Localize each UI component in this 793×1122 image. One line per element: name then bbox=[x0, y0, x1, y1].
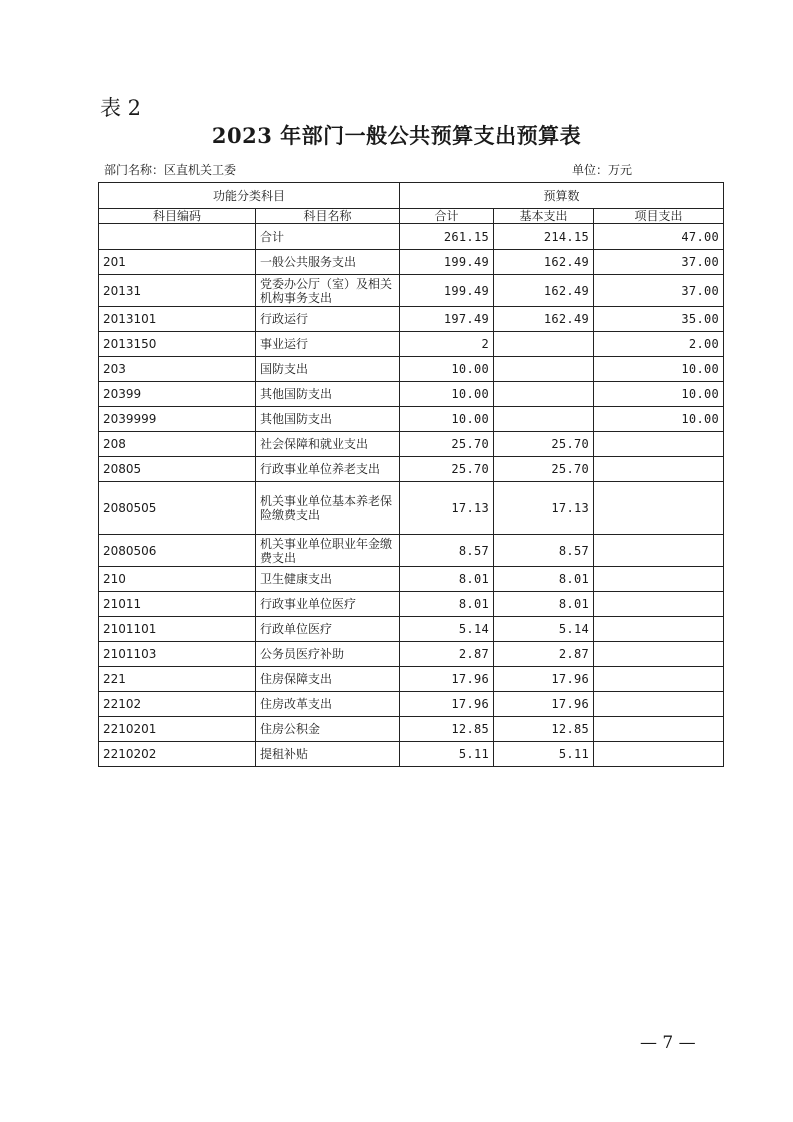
cell-basic: 5.14 bbox=[494, 617, 594, 642]
cell-code: 20399 bbox=[99, 382, 256, 407]
column-header-basic: 基本支出 bbox=[494, 209, 594, 224]
page-number: — 7 — bbox=[640, 1033, 696, 1053]
table-row bbox=[99, 535, 724, 567]
table-row bbox=[99, 382, 724, 407]
cell-basic: 162.49 bbox=[494, 307, 594, 332]
cell-basic: 8.57 bbox=[494, 535, 594, 567]
cell-total: 2.87 bbox=[400, 642, 494, 667]
cell-project bbox=[594, 717, 724, 742]
page-title: 2023 年部门一般公共预算支出预算表 bbox=[211, 123, 582, 148]
cell-code: 21011 bbox=[99, 592, 256, 617]
cell-basic: 5.11 bbox=[494, 742, 594, 767]
cell-total: 5.14 bbox=[400, 617, 494, 642]
cell-basic bbox=[494, 407, 594, 432]
cell-name: 行政运行 bbox=[256, 307, 400, 332]
cell-basic bbox=[494, 357, 594, 382]
cell-basic: 8.01 bbox=[494, 567, 594, 592]
cell-total: 17.13 bbox=[400, 482, 494, 535]
cell-total: 8.01 bbox=[400, 592, 494, 617]
cell-project bbox=[594, 642, 724, 667]
cell-code: 208 bbox=[99, 432, 256, 457]
cell-total: 8.57 bbox=[400, 535, 494, 567]
cell-project: 37.00 bbox=[594, 250, 724, 275]
table-row bbox=[99, 667, 724, 692]
cell-project bbox=[594, 692, 724, 717]
table-row bbox=[99, 692, 724, 717]
table-row bbox=[99, 432, 724, 457]
cell-project bbox=[594, 617, 724, 642]
cell-name: 合计 bbox=[256, 224, 400, 250]
cell-code: 221 bbox=[99, 667, 256, 692]
cell-project: 2.00 bbox=[594, 332, 724, 357]
cell-total: 261.15 bbox=[400, 224, 494, 250]
cell-name: 其他国防支出 bbox=[256, 382, 400, 407]
cell-code: 210 bbox=[99, 567, 256, 592]
table-row bbox=[99, 742, 724, 767]
table-row bbox=[99, 407, 724, 432]
cell-name: 其他国防支出 bbox=[256, 407, 400, 432]
cell-total: 10.00 bbox=[400, 357, 494, 382]
cell-basic: 12.85 bbox=[494, 717, 594, 742]
cell-total: 197.49 bbox=[400, 307, 494, 332]
cell-project: 10.00 bbox=[594, 407, 724, 432]
cell-basic: 8.01 bbox=[494, 592, 594, 617]
cell-code bbox=[99, 224, 256, 250]
cell-code: 2210202 bbox=[99, 742, 256, 767]
cell-basic: 162.49 bbox=[494, 275, 594, 307]
cell-project: 47.00 bbox=[594, 224, 724, 250]
cell-project: 37.00 bbox=[594, 275, 724, 307]
table-row bbox=[99, 332, 724, 357]
group-header-budget: 预算数 bbox=[400, 183, 724, 209]
cell-name: 公务员医疗补助 bbox=[256, 642, 400, 667]
cell-basic: 25.70 bbox=[494, 432, 594, 457]
department-name: 部门名称：区直机关工委 bbox=[104, 163, 237, 177]
cell-project bbox=[594, 742, 724, 767]
column-header-total: 合计 bbox=[400, 209, 494, 224]
cell-total: 12.85 bbox=[400, 717, 494, 742]
cell-total: 17.96 bbox=[400, 667, 494, 692]
cell-name: 机关事业单位基本养老保险缴费支出 bbox=[256, 482, 400, 535]
cell-name: 卫生健康支出 bbox=[256, 567, 400, 592]
cell-project: 10.00 bbox=[594, 382, 724, 407]
cell-total: 25.70 bbox=[400, 432, 494, 457]
column-header-code: 科目编码 bbox=[99, 209, 256, 224]
cell-basic bbox=[494, 382, 594, 407]
cell-code: 2080506 bbox=[99, 535, 256, 567]
cell-total: 199.49 bbox=[400, 250, 494, 275]
cell-project bbox=[594, 482, 724, 535]
cell-name: 提租补贴 bbox=[256, 742, 400, 767]
cell-name: 行政单位医疗 bbox=[256, 617, 400, 642]
column-header-name: 科目名称 bbox=[256, 209, 400, 224]
cell-total: 17.96 bbox=[400, 692, 494, 717]
table-row bbox=[99, 224, 724, 250]
cell-project bbox=[594, 667, 724, 692]
cell-total: 25.70 bbox=[400, 457, 494, 482]
cell-basic: 17.13 bbox=[494, 482, 594, 535]
table-row bbox=[99, 567, 724, 592]
cell-basic: 162.49 bbox=[494, 250, 594, 275]
cell-code: 2101101 bbox=[99, 617, 256, 642]
table-group-header-row bbox=[99, 183, 724, 209]
cell-code: 2039999 bbox=[99, 407, 256, 432]
cell-project: 10.00 bbox=[594, 357, 724, 382]
cell-name: 机关事业单位职业年金缴费支出 bbox=[256, 535, 400, 567]
table-row bbox=[99, 250, 724, 275]
cell-project bbox=[594, 592, 724, 617]
cell-total: 10.00 bbox=[400, 407, 494, 432]
cell-name: 事业运行 bbox=[256, 332, 400, 357]
cell-basic: 17.96 bbox=[494, 667, 594, 692]
group-header-classification: 功能分类科目 bbox=[99, 183, 400, 209]
cell-name: 社会保障和就业支出 bbox=[256, 432, 400, 457]
table-row bbox=[99, 642, 724, 667]
table-row bbox=[99, 275, 724, 307]
cell-code: 22102 bbox=[99, 692, 256, 717]
cell-code: 2013101 bbox=[99, 307, 256, 332]
cell-code: 201 bbox=[99, 250, 256, 275]
cell-name: 一般公共服务支出 bbox=[256, 250, 400, 275]
cell-project bbox=[594, 457, 724, 482]
cell-project bbox=[594, 567, 724, 592]
cell-project bbox=[594, 535, 724, 567]
cell-total: 8.01 bbox=[400, 567, 494, 592]
cell-basic: 2.87 bbox=[494, 642, 594, 667]
cell-total: 5.11 bbox=[400, 742, 494, 767]
cell-basic: 25.70 bbox=[494, 457, 594, 482]
cell-total: 2 bbox=[400, 332, 494, 357]
table-row bbox=[99, 482, 724, 535]
cell-project bbox=[594, 432, 724, 457]
table-row bbox=[99, 717, 724, 742]
cell-name: 住房保障支出 bbox=[256, 667, 400, 692]
cell-name: 行政事业单位医疗 bbox=[256, 592, 400, 617]
column-header-project: 项目支出 bbox=[594, 209, 724, 224]
table-row bbox=[99, 592, 724, 617]
cell-code: 203 bbox=[99, 357, 256, 382]
table-row bbox=[99, 457, 724, 482]
cell-name: 党委办公厅（室）及相关机构事务支出 bbox=[256, 275, 400, 307]
cell-code: 2101103 bbox=[99, 642, 256, 667]
cell-name: 国防支出 bbox=[256, 357, 400, 382]
unit-label: 单位：万元 bbox=[572, 163, 633, 177]
cell-code: 20805 bbox=[99, 457, 256, 482]
cell-total: 199.49 bbox=[400, 275, 494, 307]
cell-code: 20131 bbox=[99, 275, 256, 307]
table-column-header-row bbox=[99, 209, 724, 224]
budget-table bbox=[98, 182, 724, 767]
table-label: 表 2 bbox=[100, 96, 142, 120]
cell-code: 2210201 bbox=[99, 717, 256, 742]
cell-basic bbox=[494, 332, 594, 357]
cell-total: 10.00 bbox=[400, 382, 494, 407]
cell-code: 2080505 bbox=[99, 482, 256, 535]
cell-project: 35.00 bbox=[594, 307, 724, 332]
table-row bbox=[99, 357, 724, 382]
cell-name: 行政事业单位养老支出 bbox=[256, 457, 400, 482]
cell-name: 住房改革支出 bbox=[256, 692, 400, 717]
table-body bbox=[99, 224, 724, 767]
table-row bbox=[99, 617, 724, 642]
cell-name: 住房公积金 bbox=[256, 717, 400, 742]
cell-basic: 214.15 bbox=[494, 224, 594, 250]
cell-code: 2013150 bbox=[99, 332, 256, 357]
cell-basic: 17.96 bbox=[494, 692, 594, 717]
table-row bbox=[99, 307, 724, 332]
